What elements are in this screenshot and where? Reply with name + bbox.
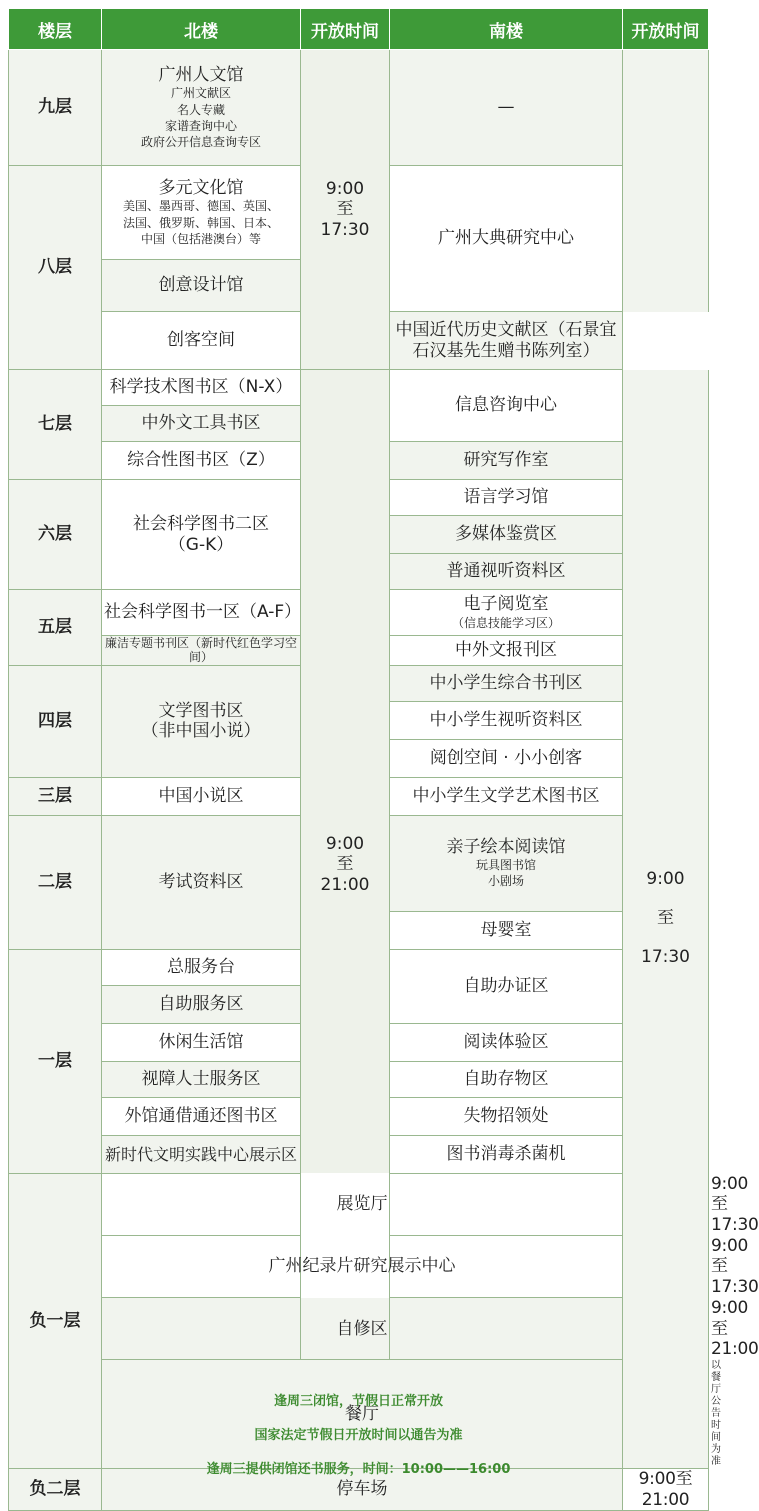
- b2-parking-hours: 9:00至21:00: [623, 1469, 709, 1511]
- notice-book-return: 逢周三提供闭馆还书服务，时间：10:00——16:00: [206, 1462, 511, 1477]
- b1-exhibition: 展览厅: [102, 1173, 623, 1235]
- south-4-student-books: 中小学生综合书刊区: [390, 665, 623, 701]
- south-6-language: 语言学习馆: [390, 480, 623, 516]
- north-8-sub-3: 中国（包括港澳台）等: [140, 231, 261, 246]
- north-4-line1: 文学图书区: [158, 700, 244, 721]
- b1-documentary: 广州纪录片研究展示中心: [102, 1235, 623, 1297]
- north-6-line1: 社会科学图书二区: [133, 514, 269, 535]
- north-9-guangzhou-humanities: [102, 50, 301, 166]
- hours-lower-close: 21:00: [320, 874, 370, 895]
- north-8-sub-2: 法国、俄罗斯、韩国、日本、: [122, 215, 279, 230]
- table-row: 广州纪录片研究展示中心 9:00至17:30: [9, 1235, 709, 1297]
- floor-label-6: 六层: [9, 480, 102, 590]
- north-9-sub-1: 广州文献区: [170, 86, 231, 101]
- north-9-sub-3: 家谱查询中心: [164, 118, 237, 133]
- north-8-maker-space: 创客空间: [102, 312, 301, 370]
- notice-closed-wednesday: 逢周三闭馆，节假日正常开放: [273, 1394, 443, 1409]
- south-4-maker: 阅创空间 · 小小创客: [390, 739, 623, 777]
- floor-label-b1: 负一层: [9, 1173, 102, 1469]
- north-5-social-science-1: 社会科学图书一区（A-F）: [102, 590, 301, 636]
- south-9: —: [390, 50, 623, 166]
- floor-label-b2: 负二层: [9, 1469, 102, 1511]
- north-3-chinese-novels: 中国小说区: [102, 777, 301, 815]
- north-7-science-tech: 科学技术图书区（N-X）: [102, 370, 301, 406]
- floor-label-7: 七层: [9, 370, 102, 480]
- floor-label-1: 一层: [9, 949, 102, 1173]
- north-1-service-desk: 总服务台: [102, 949, 301, 985]
- north-8-multicultural: [102, 166, 301, 260]
- south-3-student-literature: 中小学生文学艺术图书区: [390, 777, 623, 815]
- floor-label-9: 九层: [9, 50, 102, 166]
- header-hours-north: 开放时间: [301, 9, 390, 50]
- notice-holidays: 国家法定节假日开放时间以通告为准: [254, 1428, 463, 1443]
- south-1-card: 自助办证区: [390, 949, 623, 1023]
- floor-label-4: 四层: [9, 665, 102, 777]
- south-7-info-consult: 信息咨询中心: [390, 370, 623, 442]
- north-1-civilization: 新时代文明实践中心展示区: [102, 1135, 301, 1173]
- header-north: 北楼: [102, 9, 301, 50]
- hours-north-upper: [301, 50, 390, 370]
- north-9-sub-2: 名人专藏: [176, 102, 225, 117]
- hours-lower-to: 至: [336, 854, 354, 875]
- south-2-mother-baby: 母婴室: [390, 911, 623, 949]
- south-7-research-writing: 研究写作室: [390, 442, 623, 480]
- floor-directory-table: [8, 8, 759, 1511]
- north-6-social-science-2: [102, 480, 301, 590]
- north-7-comprehensive: 综合性图书区（Z）: [102, 442, 301, 480]
- south-2-title: 亲子绘本阅读馆: [446, 836, 566, 857]
- south-5-e-reading: [390, 590, 623, 636]
- floor-label-8: 八层: [9, 166, 102, 370]
- north-4-line2: （非中国小说）: [141, 721, 261, 742]
- south-8-dadian: 广州大典研究中心: [390, 166, 623, 312]
- south-5-periodicals: 中外文报刊区: [390, 636, 623, 666]
- hours-south-close: 17:30: [641, 947, 690, 968]
- hours-upper-open: 9:00: [325, 178, 365, 199]
- north-1-self-service: 自助服务区: [102, 985, 301, 1023]
- b1-restaurant: 餐厅: [102, 1360, 623, 1469]
- north-9-title: 广州人文馆: [158, 64, 244, 85]
- south-8-history-line1: 中国近代历史文献区（石景宜: [395, 320, 617, 341]
- hours-upper-close: 17:30: [320, 219, 370, 240]
- north-8-sub-1: 美国、墨西哥、德国、英国、: [122, 199, 279, 214]
- b1-study: 自修区: [102, 1298, 623, 1360]
- south-2-sub-1: 玩具图书馆: [475, 858, 536, 873]
- south-6-multimedia: 多媒体鉴赏区: [390, 516, 623, 554]
- north-2-exam: 考试资料区: [102, 815, 301, 949]
- south-5-e-reading-sub: （信息技能学习区）: [451, 615, 560, 630]
- table-row: 负一层 展览厅 9:00至17:30: [9, 1173, 709, 1235]
- table-row: [9, 370, 709, 406]
- north-8-creative-design: 创意设计馆: [102, 260, 301, 312]
- south-1-lost-found: 失物招领处: [390, 1097, 623, 1135]
- b2-parking: 停车场: [102, 1469, 623, 1511]
- hours-upper-to: 至: [336, 199, 354, 220]
- hours-south-top-blank: [623, 50, 709, 312]
- table-row: 餐厅 以餐厅公告时间为准: [9, 1360, 709, 1469]
- north-1-visually-impaired: 视障人士服务区: [102, 1061, 301, 1097]
- north-7-reference: 中外文工具书区: [102, 406, 301, 442]
- hours-south: [623, 370, 709, 1469]
- north-4-literature: [102, 665, 301, 777]
- south-8-history-line2: 石汉基先生赠书陈列室）: [412, 340, 600, 361]
- floor-label-3: 三层: [9, 777, 102, 815]
- south-1-disinfection: 图书消毒杀菌机: [390, 1135, 623, 1173]
- hours-south-to: 至: [657, 908, 674, 929]
- south-8-modern-history: [390, 312, 623, 370]
- north-1-leisure: 休闲生活馆: [102, 1023, 301, 1061]
- table-row: [9, 50, 709, 166]
- table-row: 自修区 9:00至21:00: [9, 1298, 709, 1360]
- floor-label-2: 二层: [9, 815, 102, 949]
- south-6-av: 普通视听资料区: [390, 554, 623, 590]
- hours-south-open: 9:00: [646, 869, 685, 890]
- south-5-e-reading-title: 电子阅览室: [463, 594, 549, 615]
- header-hours-south: 开放时间: [623, 9, 709, 50]
- south-2-picture-books: [390, 815, 623, 911]
- north-9-sub-4: 政府公开信息查询专区: [140, 134, 261, 149]
- north-6-line2: （G-K）: [168, 534, 234, 555]
- south-1-reading-experience: 阅读体验区: [390, 1023, 623, 1061]
- south-1-locker: 自助存物区: [390, 1061, 623, 1097]
- south-2-sub-2: 小剧场: [487, 874, 524, 889]
- north-1-interlibrary: 外馆通借通还图书区: [102, 1097, 301, 1135]
- header-south: 南楼: [390, 9, 623, 50]
- table-header-row: [9, 9, 709, 50]
- north-8-title: 多元文化馆: [158, 178, 244, 199]
- north-5-integrity: 廉洁专题书刊区（新时代红色学习空间）: [102, 636, 301, 666]
- south-4-student-av: 中小学生视听资料区: [390, 701, 623, 739]
- header-floor: 楼层: [9, 9, 102, 50]
- hours-lower-open: 9:00: [325, 834, 365, 855]
- floor-label-5: 五层: [9, 590, 102, 666]
